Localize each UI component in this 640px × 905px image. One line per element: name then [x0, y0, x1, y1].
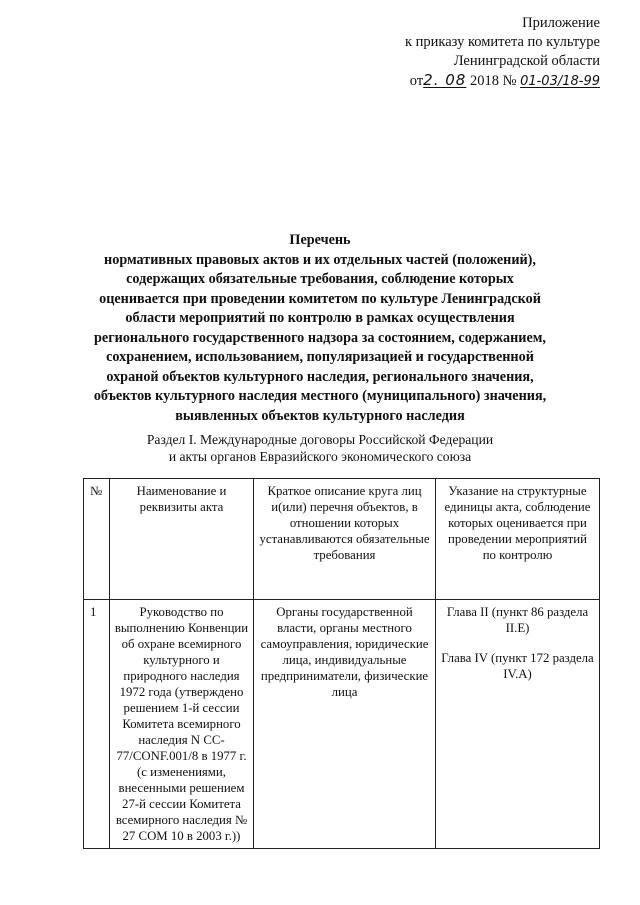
header-act-name: Наименование и реквизиты акта: [110, 479, 254, 600]
header-structural-units: Указание на структурные единицы акта, соблюдение которых оценивается при проведении мероприятий по контролю: [436, 479, 600, 600]
row-act-name: Руководство по выполнению Конвенции об охране всемирного культурного и природного наследия 1972 года (утверждено решением 1-й сессии Комитета всемирного наследия N CC-77/CONF.001/8 в 1977 г. (с изменениями, внесенными решением 27-й сессии Комитета всемирного наследия № 27 COM 10 в 2003 г.)): [110, 600, 254, 849]
title-line: регионального государственного надзора за состоянием, содержанием,: [94, 329, 546, 346]
section-line: и акты органов Евразийского экономического союза: [168, 449, 472, 464]
table-row: [84, 600, 600, 849]
order-date-line: [300, 71, 600, 91]
unit-item: Глава II (пункт 86 раздела II.E): [446, 605, 589, 635]
handwritten-date: 2. 08: [423, 71, 467, 89]
header-number: №: [84, 479, 110, 600]
title-line: сохранением, использованием, популяризацией и государственной: [106, 349, 534, 365]
section-heading: [80, 431, 560, 465]
document-title: [60, 231, 580, 426]
title-heading: Перечень: [289, 232, 351, 248]
date-prefix: от: [409, 73, 424, 89]
order-reference: к приказу комитета по культуре: [404, 34, 600, 50]
title-line: содержащих обязательные требования, соблюдение которых: [126, 271, 514, 287]
title-line: оценивается при проведении комитетом по культуре Ленинградской: [99, 290, 541, 307]
appendix-label: Приложение: [522, 15, 600, 31]
table-header-row: [84, 479, 600, 600]
section-line: Раздел I. Международные договоры Российской Федерации: [146, 432, 494, 447]
handwritten-order-number: 01-03/18-99: [520, 74, 600, 89]
title-line: нормативных правовых актов и их отдельных частей (положений),: [104, 251, 536, 268]
title-line: выявленных объектов культурного наследия: [175, 407, 465, 424]
header-persons: Краткое описание круга лиц и(или) перечня объектов, в отношении которых устанавливаются обязательные требования: [254, 479, 436, 600]
title-line: области мероприятий по контролю в рамках осуществления: [125, 310, 515, 326]
order-year: 2018 №: [469, 73, 517, 89]
acts-table: [83, 478, 600, 849]
title-line: охраной объектов культурного наследия, регионального значения,: [106, 368, 534, 385]
title-line: объектов культурного наследия местного (муниципального) значения,: [93, 388, 547, 404]
region-name: Ленинградской области: [453, 53, 600, 69]
row-structural-units: [436, 600, 600, 849]
unit-item: Глава IV (пункт 172 раздела IV.A): [441, 651, 594, 681]
row-persons: Органы государственной власти, органы местного самоуправления, юридические лица, индивидуальные предприниматели, физические лица: [254, 600, 436, 849]
document-header: [300, 14, 600, 91]
row-number: 1: [84, 600, 110, 849]
